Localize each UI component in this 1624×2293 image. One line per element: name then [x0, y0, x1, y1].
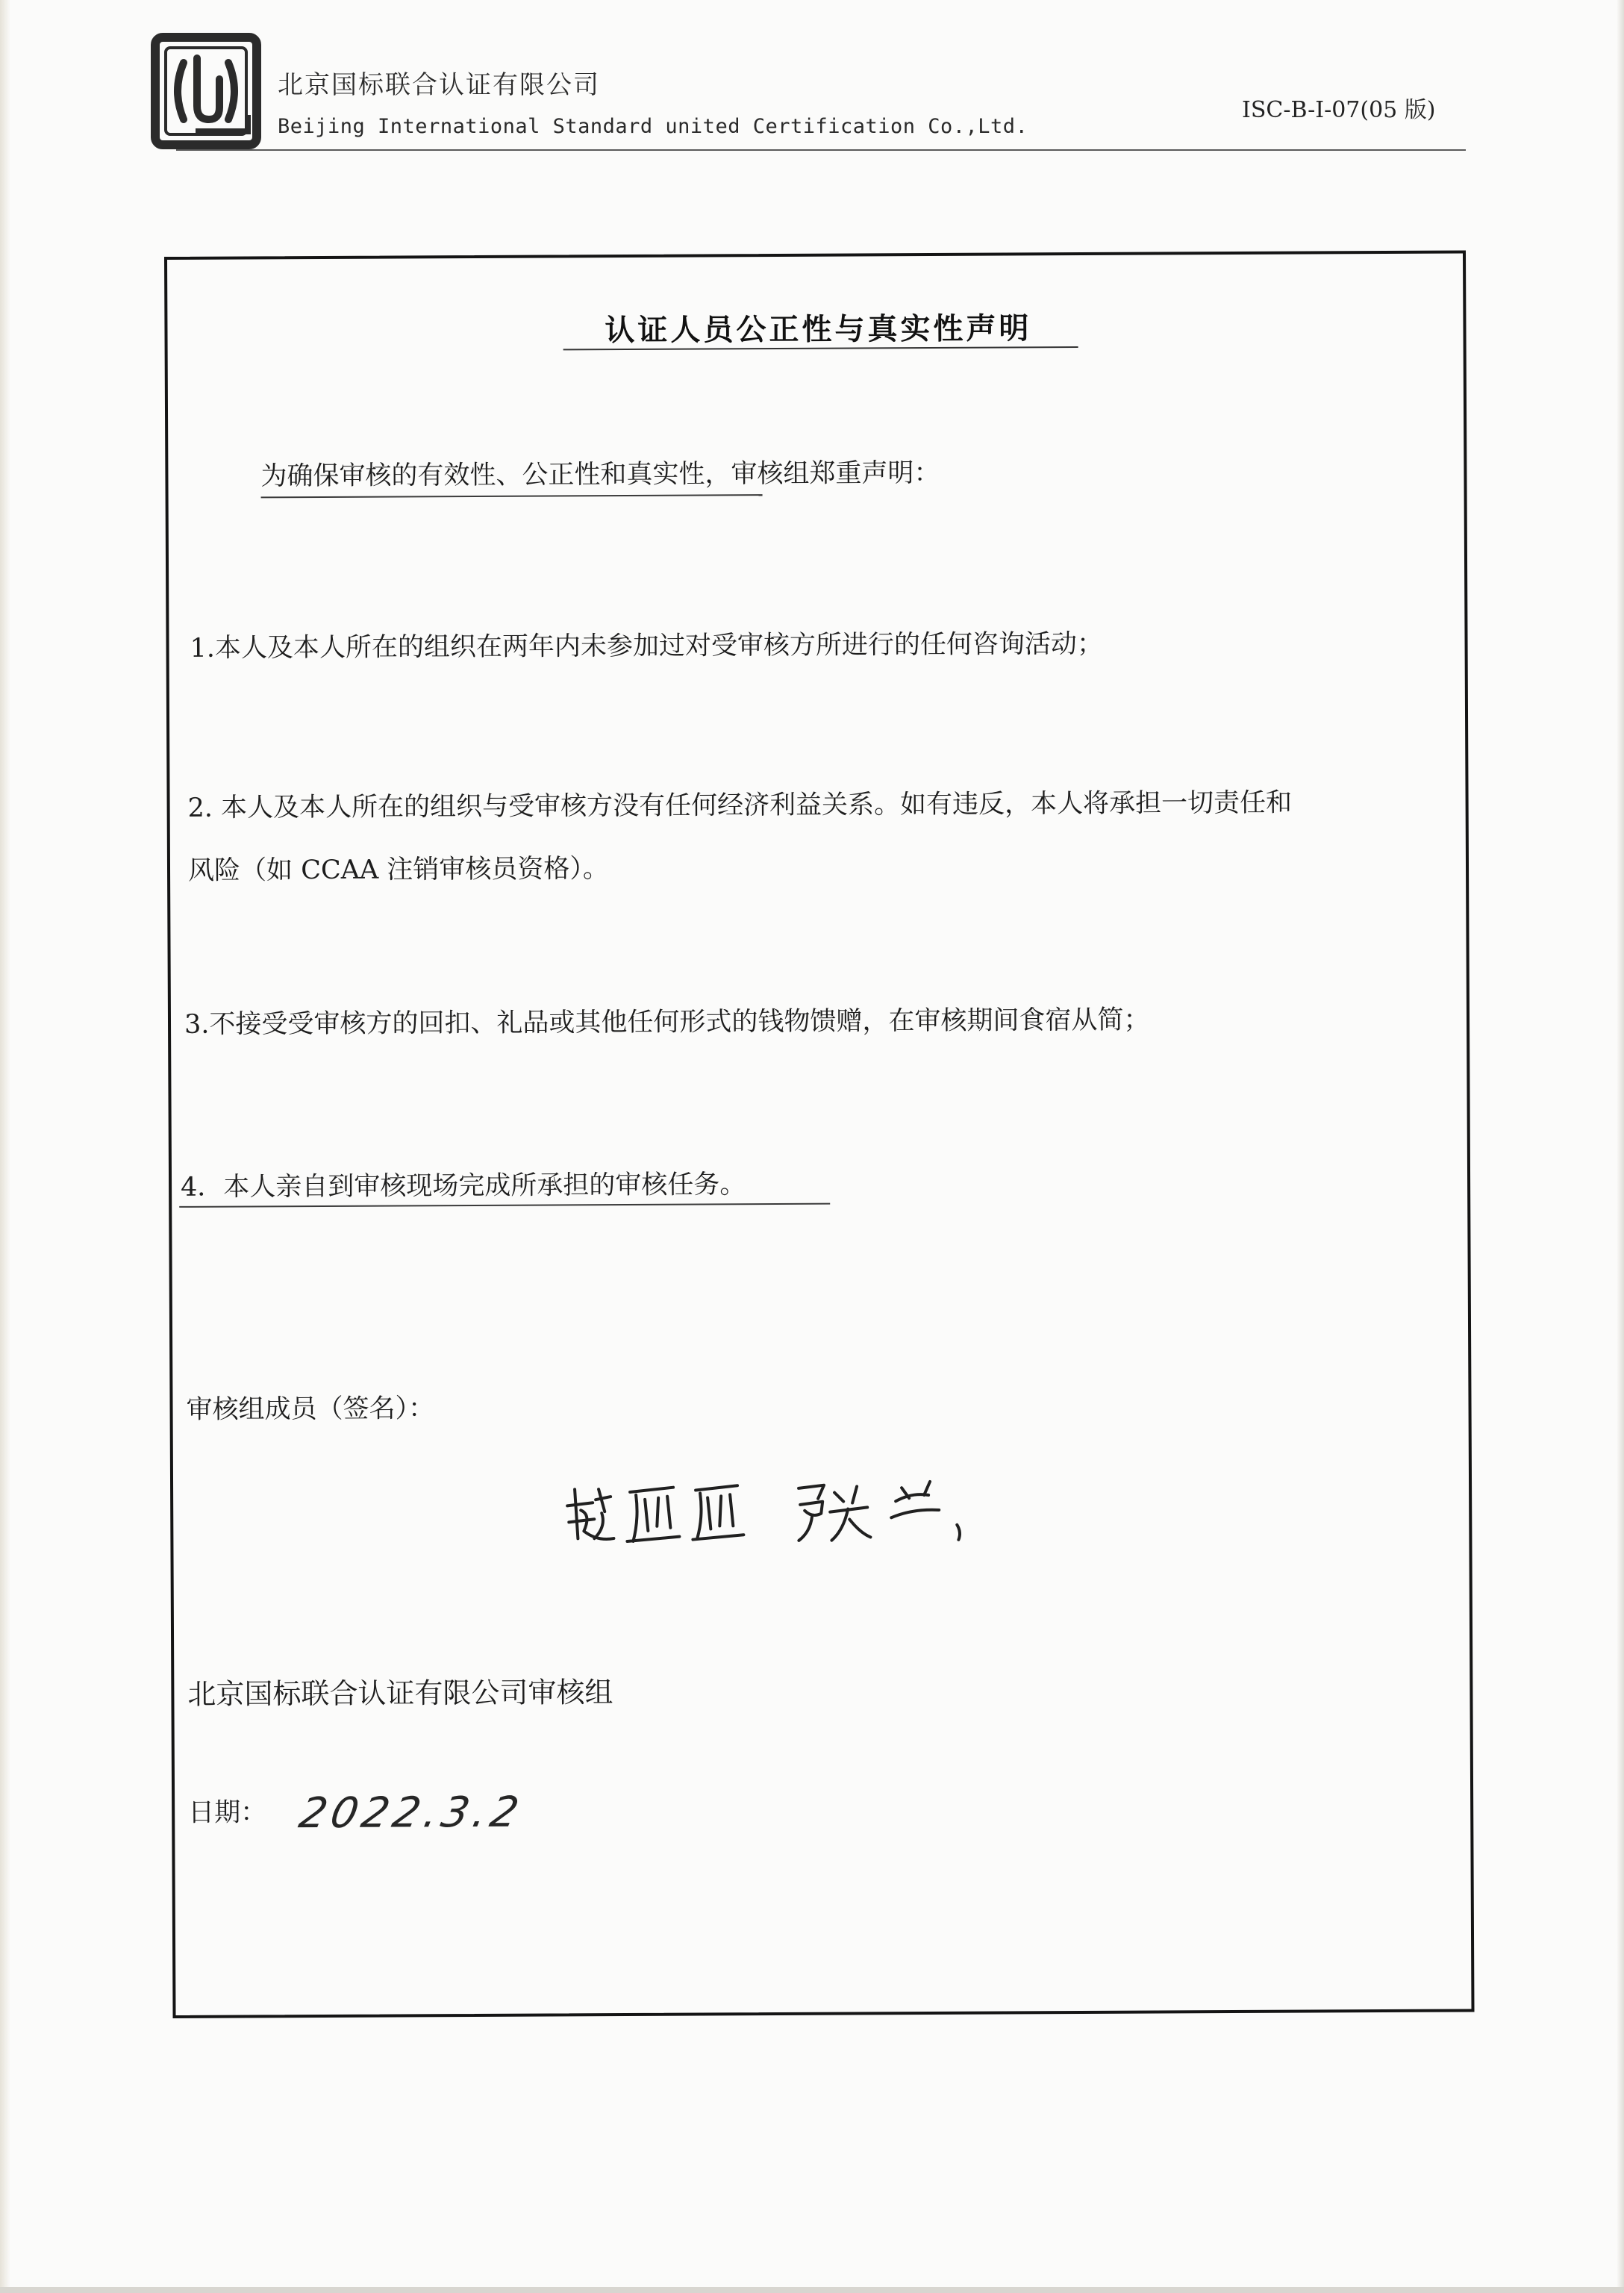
declaration-item-3: 3.不接受受审核方的回扣、礼品或其他任何形式的钱物馈赠，在审核期间食宿从简；	[184, 1005, 1150, 1040]
handwritten-date: 2022.3.2	[295, 1788, 528, 1838]
declaration-item-1: 1.本人及本人所在的组织在两年内未参加过对受审核方所进行的任何咨询活动；	[190, 628, 1104, 664]
declaration-item-2: 2. 本人及本人所在的组织与受审核方没有任何经济利益关系。如有违反，本人将承担一切责任和	[187, 787, 1293, 823]
company-name-en: Beijing International Standard united Certification Co.,Ltd.	[278, 115, 1028, 138]
isc-logo-icon	[151, 33, 261, 149]
handwritten-signatures	[561, 1464, 1040, 1556]
auditor-group-name: 北京国标联合认证有限公司审核组	[187, 1676, 613, 1711]
signers-label: 审核组成员（签名）：	[186, 1394, 435, 1425]
scan-edge-right	[1617, 0, 1624, 2293]
declaration-frame	[164, 250, 1475, 2018]
scan-edge-left	[0, 0, 10, 2293]
header-divider	[176, 149, 1466, 151]
company-name-cn: 北京国标联合认证有限公司	[278, 70, 600, 100]
document-code: ISC-B-I-07(05 版)	[1242, 97, 1436, 123]
item-4-underline	[179, 1203, 830, 1208]
intro-underline	[261, 494, 763, 498]
declaration-item-2-continued: 风险（如 CCAA 注销审核员资格）。	[187, 854, 609, 886]
intro-statement: 为确保审核的有效性、公正性和真实性，审核组郑重声明：	[260, 458, 940, 492]
declaration-item-4: 4．本人亲自到审核现场完成所承担的审核任务。	[180, 1170, 746, 1202]
scan-edge-bottom	[0, 2287, 1624, 2293]
declaration-title: 认证人员公正性与真实性声明	[605, 311, 1032, 349]
date-label: 日期：	[188, 1797, 267, 1828]
